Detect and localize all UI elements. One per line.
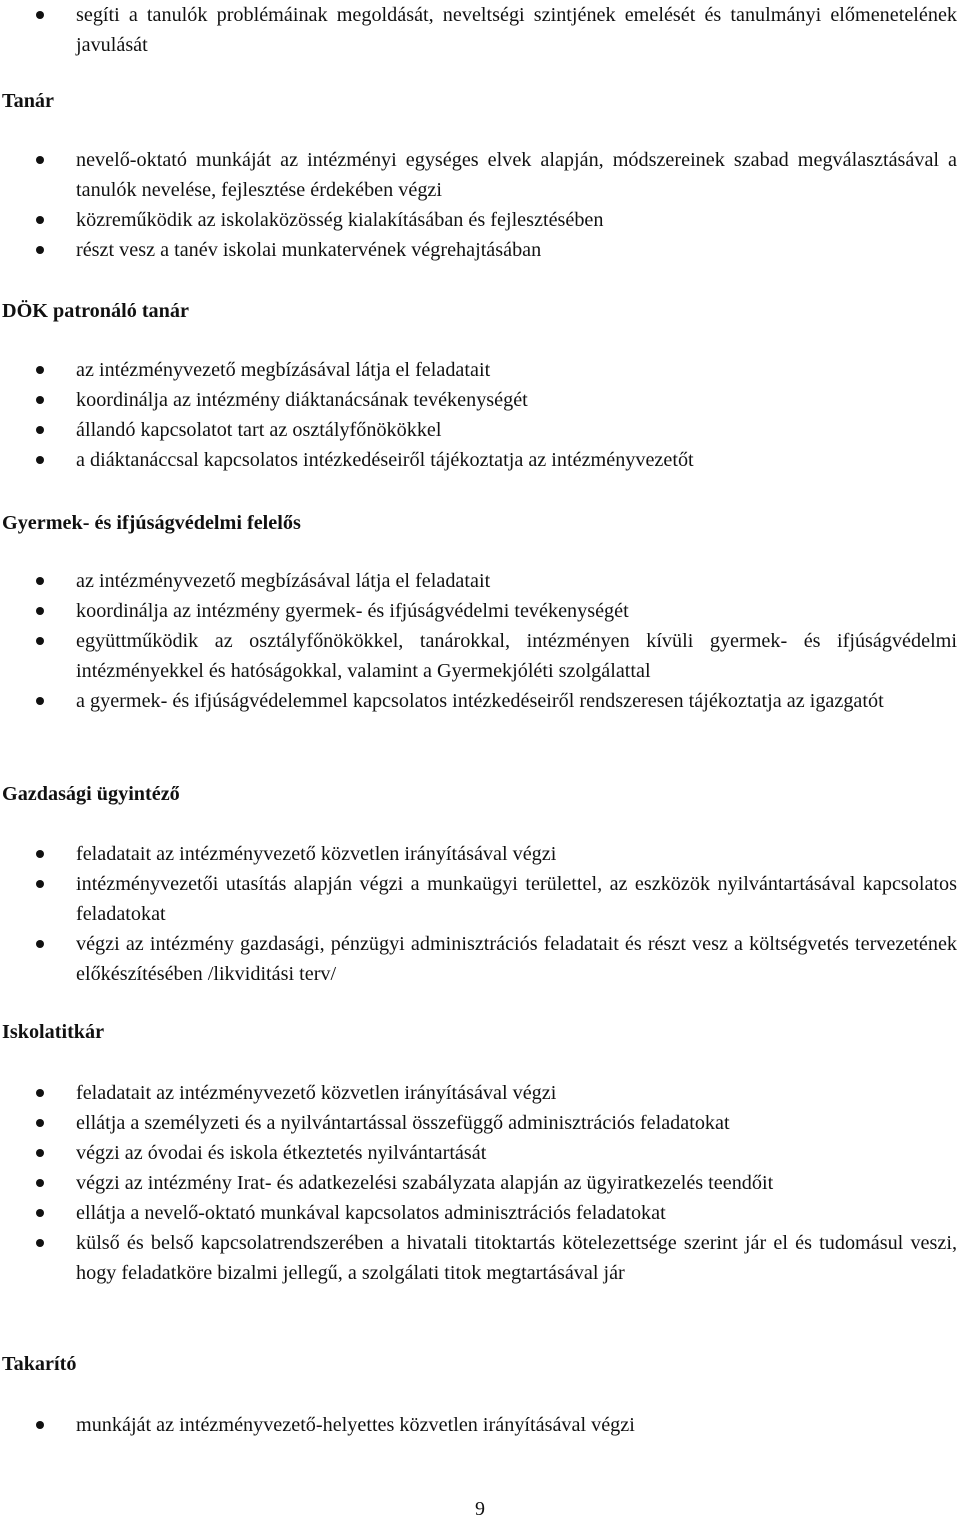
bullet-icon bbox=[36, 637, 44, 645]
bullet-icon bbox=[36, 1421, 44, 1429]
bullet-icon bbox=[36, 156, 44, 164]
section-heading-iskolatitkar: Iskolatitkár bbox=[2, 1021, 105, 1043]
bullet-icon bbox=[36, 1209, 44, 1217]
gazdasagi-bullet-list bbox=[0, 839, 960, 989]
bullet-icon bbox=[36, 1179, 44, 1187]
list-item: végzi az intézmény Irat- és adatkezelési szabályzata alapján az ügyiratkezelés teendőit bbox=[0, 1168, 960, 1198]
list-item: végzi az intézmény gazdasági, pénzügyi adminisztrációs feladatait és részt vesz a költségvetés tervezetének előkészítésében /likviditási terv/ bbox=[0, 929, 960, 989]
section-heading-gazdasagi: Gazdasági ügyintéző bbox=[2, 783, 180, 805]
bullet-icon bbox=[36, 11, 44, 19]
iskolatitkar-bullet-list bbox=[0, 1078, 960, 1288]
bullet-icon bbox=[36, 850, 44, 858]
list-item: ellátja a személyzeti és a nyilvántartással összefüggő adminisztrációs feladatokat bbox=[0, 1108, 960, 1138]
page-number: 9 bbox=[475, 1498, 485, 1520]
bullet-icon bbox=[36, 246, 44, 254]
tanar-bullet-list bbox=[0, 145, 960, 265]
bullet-icon bbox=[36, 1089, 44, 1097]
bullet-icon bbox=[36, 216, 44, 224]
list-item: munkáját az intézményvezető-helyettes közvetlen irányításával végzi bbox=[0, 1410, 960, 1440]
list-item: állandó kapcsolatot tart az osztályfőnökökkel bbox=[0, 415, 960, 445]
list-item: a gyermek- és ifjúságvédelemmel kapcsolatos intézkedéseiről rendszeresen tájékoztatja az igazgatót bbox=[0, 686, 960, 716]
bullet-icon bbox=[36, 366, 44, 374]
gyermekvedelmi-bullet-list bbox=[0, 566, 960, 716]
list-item: végzi az óvodai és iskola étkeztetés nyilvántartását bbox=[0, 1138, 960, 1168]
bullet-icon bbox=[36, 396, 44, 404]
section-heading-gyermekvedelmi: Gyermek- és ifjúságvédelmi felelős bbox=[2, 512, 301, 534]
bullet-icon bbox=[36, 607, 44, 615]
list-item: külső és belső kapcsolatrendszerében a hivatali titoktartás kötelezettsége szerint jár el és tudomásul veszi, hogy feladatköre bizalmi jellegű, a szolgálati titok megtartásával jár bbox=[0, 1228, 960, 1288]
bullet-icon bbox=[36, 1119, 44, 1127]
list-item: az intézményvezető megbízásával látja el feladatait bbox=[0, 355, 960, 385]
list-item: közreműködik az iskolaközösség kialakításában és fejlesztésében bbox=[0, 205, 960, 235]
list-item: koordinálja az intézmény diáktanácsának tevékenységét bbox=[0, 385, 960, 415]
list-item: feladatait az intézményvezető közvetlen irányításával végzi bbox=[0, 1078, 960, 1108]
list-item: részt vesz a tanév iskolai munkatervének végrehajtásában bbox=[0, 235, 960, 265]
bullet-icon bbox=[36, 940, 44, 948]
section-heading-tanar: Tanár bbox=[2, 90, 54, 112]
list-item: intézményvezetői utasítás alapján végzi a munkaügyi területtel, az eszközök nyilvántartásával kapcsolatos feladatokat bbox=[0, 869, 960, 929]
list-item: koordinálja az intézmény gyermek- és ifjúságvédelmi tevékenységét bbox=[0, 596, 960, 626]
bullet-icon bbox=[36, 1239, 44, 1247]
list-item: az intézményvezető megbízásával látja el feladatait bbox=[0, 566, 960, 596]
bullet-icon bbox=[36, 426, 44, 434]
bullet-icon bbox=[36, 456, 44, 464]
takarito-bullet-list bbox=[0, 1410, 960, 1440]
bullet-icon bbox=[36, 697, 44, 705]
list-item: segíti a tanulók problémáinak megoldását, neveltségi szintjének emelését és tanulmányi előmenetelének javulását bbox=[0, 0, 960, 60]
intro-bullet-list bbox=[0, 0, 960, 60]
bullet-icon bbox=[36, 1149, 44, 1157]
dok-bullet-list bbox=[0, 355, 960, 475]
list-item: nevelő-oktató munkáját az intézményi egységes elvek alapján, módszereinek szabad megválasztásával a tanulók nevelése, fejlesztése érdekében végzi bbox=[0, 145, 960, 205]
section-heading-takarito: Takarító bbox=[2, 1353, 77, 1375]
bullet-icon bbox=[36, 577, 44, 585]
section-heading-dok: DÖK patronáló tanár bbox=[2, 300, 189, 322]
list-item: feladatait az intézményvezető közvetlen irányításával végzi bbox=[0, 839, 960, 869]
list-item: a diáktanáccsal kapcsolatos intézkedéseiről tájékoztatja az intézményvezetőt bbox=[0, 445, 960, 475]
list-item: ellátja a nevelő-oktató munkával kapcsolatos adminisztrációs feladatokat bbox=[0, 1198, 960, 1228]
list-item: együttműködik az osztályfőnökökkel, tanárokkal, intézményen kívüli gyermek- és ifjúságvédelmi intézményekkel és hatóságokkal, valamint a Gyermekjóléti szolgálattal bbox=[0, 626, 960, 686]
bullet-icon bbox=[36, 880, 44, 888]
